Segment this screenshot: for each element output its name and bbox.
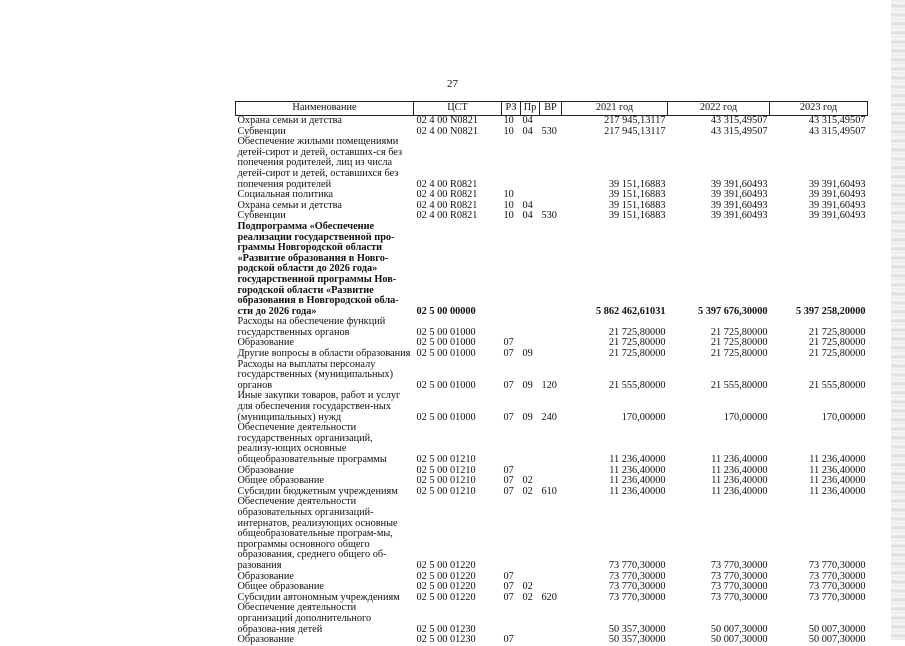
cell-rz xyxy=(502,222,521,317)
cell-name: Общее образование xyxy=(237,475,324,487)
cell-vr xyxy=(540,349,562,360)
cell-2023: 43 315,49507 xyxy=(808,115,866,126)
cell-name: Расходы на обеспечение функций государственных органов xyxy=(237,316,386,338)
cell-2023: 11 236,40000 xyxy=(809,464,866,476)
cell-2021: 170,00000 xyxy=(621,411,666,423)
cell-2021: 21 725,80000 xyxy=(608,326,666,338)
cell-2021: 50 357,30000 xyxy=(608,634,666,646)
cell-pr xyxy=(521,603,540,635)
cell-2023: 21 725,80000 xyxy=(808,326,866,338)
header-rz: РЗ xyxy=(502,102,521,116)
cell-2021: 73 770,30000 xyxy=(608,581,666,593)
cell-2022: 39 391,60493 xyxy=(710,189,768,201)
cell-2022: 39 391,60493 xyxy=(710,199,768,211)
cell-2021: 11 236,40000 xyxy=(609,464,666,476)
cell-2023: 73 770,30000 xyxy=(808,559,866,571)
cell-name: Субсидии бюджетным учреждениям xyxy=(237,485,398,497)
cell-2022: 50 007,30000 xyxy=(710,623,768,635)
cell-rz: 10 xyxy=(503,115,514,126)
cell-rz: 07 xyxy=(503,570,514,582)
cell-name: Субвенции xyxy=(237,210,286,222)
header-vr: ВР xyxy=(540,102,562,116)
cell-vr xyxy=(540,466,562,477)
cell-rz: 07 xyxy=(503,591,514,603)
cell-vr: 240 xyxy=(541,411,557,423)
cell-vr xyxy=(540,338,562,349)
cell-2021: 5 862 462,61031 xyxy=(595,305,666,317)
cell-name: Охрана семьи и детства xyxy=(237,115,342,126)
table-row xyxy=(236,466,868,477)
cell-pr xyxy=(521,222,540,317)
cell-2023: 50 007,30000 xyxy=(808,634,866,646)
cell-2021: 11 236,40000 xyxy=(609,485,666,497)
cell-2021: 11 236,40000 xyxy=(609,475,666,487)
cell-2022: 43 315,49507 xyxy=(710,115,768,126)
cell-2023: 5 397 258,20000 xyxy=(795,305,866,317)
cell-name: Обеспечение жилыми помещениями детей-сирот и детей, оставших-ся без попечения родителей, лиц из числа детей-сирот и детей, оставшихся без попечения родителей xyxy=(237,136,403,190)
cell-name: Образование xyxy=(237,337,294,349)
header-name: Наименование xyxy=(236,102,414,116)
cell-2022: 11 236,40000 xyxy=(711,454,768,465)
cell-2022: 50 007,30000 xyxy=(710,634,768,646)
scan-edge-shadow xyxy=(891,0,905,640)
table-row xyxy=(236,317,868,338)
cell-pr xyxy=(521,423,540,465)
cell-name: Субсидии автономным учреждениям xyxy=(237,591,400,603)
table-body xyxy=(236,116,868,646)
cell-cst: 02 5 00 01220 xyxy=(416,591,476,603)
cell-name: Образование xyxy=(237,464,294,476)
cell-2023: 39 391,60493 xyxy=(808,178,866,190)
cell-name: Обеспечение деятельности организаций дополнительного образова-ния детей xyxy=(237,602,372,635)
cell-cst: 02 5 00 01000 xyxy=(416,326,476,338)
cell-2022: 39 391,60493 xyxy=(710,178,768,190)
table-row xyxy=(236,572,868,583)
page-number: 27 xyxy=(447,78,458,90)
cell-cst: 02 4 00 R0821 xyxy=(416,189,478,201)
header-2023: 2023 год xyxy=(770,102,868,116)
cell-vr: 530 xyxy=(541,210,557,222)
cell-name: Другие вопросы в области образования xyxy=(237,348,411,360)
cell-pr: 02 xyxy=(522,591,533,603)
header-cst: ЦСТ xyxy=(414,102,502,116)
cell-2022: 73 770,30000 xyxy=(710,570,768,582)
table-row xyxy=(236,603,868,635)
cell-2022: 21 725,80000 xyxy=(710,326,768,338)
header-2021: 2021 год xyxy=(562,102,668,116)
cell-name: Обеспечение деятельности государственных организаций, реализу-ющих основные общеобразовательные программы xyxy=(237,422,387,465)
table-row xyxy=(236,137,868,190)
cell-rz: 10 xyxy=(503,199,514,211)
cell-name: Субвенции xyxy=(237,125,286,137)
cell-2021: 21 725,80000 xyxy=(608,348,666,360)
cell-pr xyxy=(521,497,540,571)
table-row xyxy=(236,360,868,392)
cell-vr xyxy=(540,222,562,317)
cell-pr: 09 xyxy=(522,348,533,360)
cell-2021: 39 151,16883 xyxy=(608,210,666,222)
cell-name: Общее образование xyxy=(237,581,324,593)
cell-pr xyxy=(521,317,540,338)
table-row xyxy=(236,423,868,465)
cell-2021: 73 770,30000 xyxy=(608,570,666,582)
cell-2022: 39 391,60493 xyxy=(710,210,768,222)
cell-cst: 02 5 00 01000 xyxy=(416,348,476,360)
cell-cst: 02 5 00 01210 xyxy=(416,454,476,465)
table-header-row xyxy=(236,102,868,116)
cell-2021: 73 770,30000 xyxy=(608,559,666,571)
cell-cst: 02 5 00 01220 xyxy=(416,581,476,593)
cell-vr: 610 xyxy=(541,485,557,497)
cell-2023: 170,00000 xyxy=(821,411,866,423)
cell-cst: 02 5 00 01230 xyxy=(416,634,476,646)
cell-rz xyxy=(502,497,521,571)
cell-2021: 39 151,16883 xyxy=(608,189,666,201)
cell-pr xyxy=(521,137,540,190)
cell-cst: 02 5 00 01000 xyxy=(416,337,476,349)
cell-cst: 02 5 00 01220 xyxy=(416,570,476,582)
cell-2021: 21 555,80000 xyxy=(608,379,666,391)
cell-vr: 120 xyxy=(541,379,557,391)
table-row xyxy=(236,391,868,423)
cell-vr xyxy=(540,190,562,201)
table-row xyxy=(236,635,868,646)
cell-name: Иные закупки товаров, работ и услуг для обеспечения государствен-ных (муниципальных) нужд xyxy=(237,390,401,423)
cell-2022: 11 236,40000 xyxy=(711,475,768,487)
cell-cst: 02 5 00 01220 xyxy=(416,559,476,571)
cell-2022: 11 236,40000 xyxy=(711,464,768,476)
cell-2023: 73 770,30000 xyxy=(808,591,866,603)
cell-2021: 217 945,13117 xyxy=(604,125,666,137)
cell-2023: 73 770,30000 xyxy=(808,570,866,582)
cell-rz: 07 xyxy=(503,464,514,476)
table-row xyxy=(236,116,868,127)
cell-rz: 07 xyxy=(503,337,514,349)
cell-pr: 09 xyxy=(522,411,533,423)
cell-name: Обеспечение деятельности образовательных организаций-интернатов, реализующих основные общеобразовательные програм-мы, программы основного общего образования, среднего общего об-разования xyxy=(237,496,398,571)
cell-name: Подпрограмма «Обеспечение реализации государственной про-граммы Новгородской области «Развитие образования в Новго-родской области до 2026 года» государственной программы Нов-городской области «Развитие образования в Новгородской обла-сти до 2026 года» xyxy=(237,220,399,317)
cell-2023: 39 391,60493 xyxy=(808,199,866,211)
cell-rz: 07 xyxy=(503,411,514,423)
cell-rz: 07 xyxy=(503,485,514,497)
cell-rz xyxy=(502,603,521,635)
cell-name: Расходы на выплаты персоналу государственных (муниципальных) органов xyxy=(237,358,394,391)
cell-pr xyxy=(521,635,540,646)
cell-2022: 73 770,30000 xyxy=(710,581,768,593)
cell-vr xyxy=(540,137,562,190)
cell-cst: 02 5 00 01230 xyxy=(416,623,476,635)
cell-2021: 39 151,16883 xyxy=(608,178,666,190)
cell-2021: 217 945,13117 xyxy=(604,115,666,126)
cell-2021: 11 236,40000 xyxy=(609,454,666,465)
cell-name: Охрана семьи и детства xyxy=(237,199,342,211)
cell-vr xyxy=(540,497,562,571)
cell-rz: 07 xyxy=(503,475,514,487)
cell-2023: 39 391,60493 xyxy=(808,189,866,201)
cell-2023: 11 236,40000 xyxy=(809,485,866,497)
cell-2021: 50 357,30000 xyxy=(608,623,666,635)
cell-2023: 21 725,80000 xyxy=(808,337,866,349)
cell-2022: 21 725,80000 xyxy=(710,337,768,349)
cell-pr: 04 xyxy=(522,199,533,211)
table-row xyxy=(236,497,868,571)
cell-vr xyxy=(540,572,562,583)
cell-cst: 02 4 00 R0821 xyxy=(416,210,478,222)
cell-2022: 170,00000 xyxy=(723,411,768,423)
cell-2021: 21 725,80000 xyxy=(608,337,666,349)
cell-rz: 10 xyxy=(503,125,514,137)
cell-2023: 43 315,49507 xyxy=(808,125,866,137)
cell-name: Социальная политика xyxy=(237,189,334,201)
cell-2022: 5 397 676,30000 xyxy=(697,305,768,317)
cell-cst: 02 4 00 N0821 xyxy=(416,125,478,137)
cell-vr xyxy=(540,423,562,465)
header-2022: 2022 год xyxy=(668,102,770,116)
cell-name: Образование xyxy=(237,570,294,582)
cell-pr: 02 xyxy=(522,475,533,487)
cell-cst: 02 5 00 01210 xyxy=(416,475,476,487)
cell-cst: 02 5 00 01210 xyxy=(416,464,476,476)
cell-2023: 11 236,40000 xyxy=(809,475,866,487)
cell-2021: 39 151,16883 xyxy=(608,199,666,211)
cell-vr xyxy=(540,603,562,635)
cell-vr: 620 xyxy=(541,591,557,603)
cell-pr: 09 xyxy=(522,379,533,391)
cell-2022: 43 315,49507 xyxy=(710,125,768,137)
cell-2023: 21 555,80000 xyxy=(808,379,866,391)
cell-pr: 02 xyxy=(522,485,533,497)
cell-2022: 21 555,80000 xyxy=(710,379,768,391)
cell-2023: 73 770,30000 xyxy=(808,581,866,593)
cell-2023: 21 725,80000 xyxy=(808,348,866,360)
cell-cst: 02 5 00 01000 xyxy=(416,379,476,391)
cell-vr xyxy=(540,317,562,338)
cell-pr: 02 xyxy=(522,581,533,593)
cell-rz: 07 xyxy=(503,348,514,360)
cell-cst: 02 4 00 N0821 xyxy=(416,115,478,126)
cell-cst: 02 4 00 R0821 xyxy=(416,178,478,190)
cell-pr: 04 xyxy=(522,115,533,126)
cell-rz: 07 xyxy=(503,379,514,391)
cell-vr xyxy=(540,635,562,646)
cell-2022: 73 770,30000 xyxy=(710,559,768,571)
cell-rz: 10 xyxy=(503,189,514,201)
cell-2021: 73 770,30000 xyxy=(608,591,666,603)
header-pr: Пр xyxy=(521,102,540,116)
cell-2023: 39 391,60493 xyxy=(808,210,866,222)
cell-2022: 21 725,80000 xyxy=(710,348,768,360)
cell-pr: 04 xyxy=(522,210,533,222)
cell-rz: 07 xyxy=(503,581,514,593)
cell-rz: 10 xyxy=(503,210,514,222)
cell-name: Образование xyxy=(237,634,294,646)
cell-cst: 02 5 00 00000 xyxy=(416,305,476,317)
cell-cst: 02 5 00 01000 xyxy=(416,411,476,423)
cell-vr xyxy=(540,116,562,127)
cell-2023: 50 007,30000 xyxy=(808,623,866,635)
cell-pr: 04 xyxy=(522,125,533,137)
cell-rz xyxy=(502,317,521,338)
cell-cst: 02 4 00 R0821 xyxy=(416,199,478,211)
cell-2023: 11 236,40000 xyxy=(809,454,866,465)
cell-cst: 02 5 00 01210 xyxy=(416,485,476,497)
cell-rz xyxy=(502,137,521,190)
table-row xyxy=(236,222,868,317)
cell-vr: 530 xyxy=(541,125,557,137)
cell-rz: 07 xyxy=(503,634,514,646)
cell-rz xyxy=(502,423,521,465)
budget-table xyxy=(235,101,868,646)
cell-2022: 11 236,40000 xyxy=(711,485,768,497)
cell-2022: 73 770,30000 xyxy=(710,591,768,603)
